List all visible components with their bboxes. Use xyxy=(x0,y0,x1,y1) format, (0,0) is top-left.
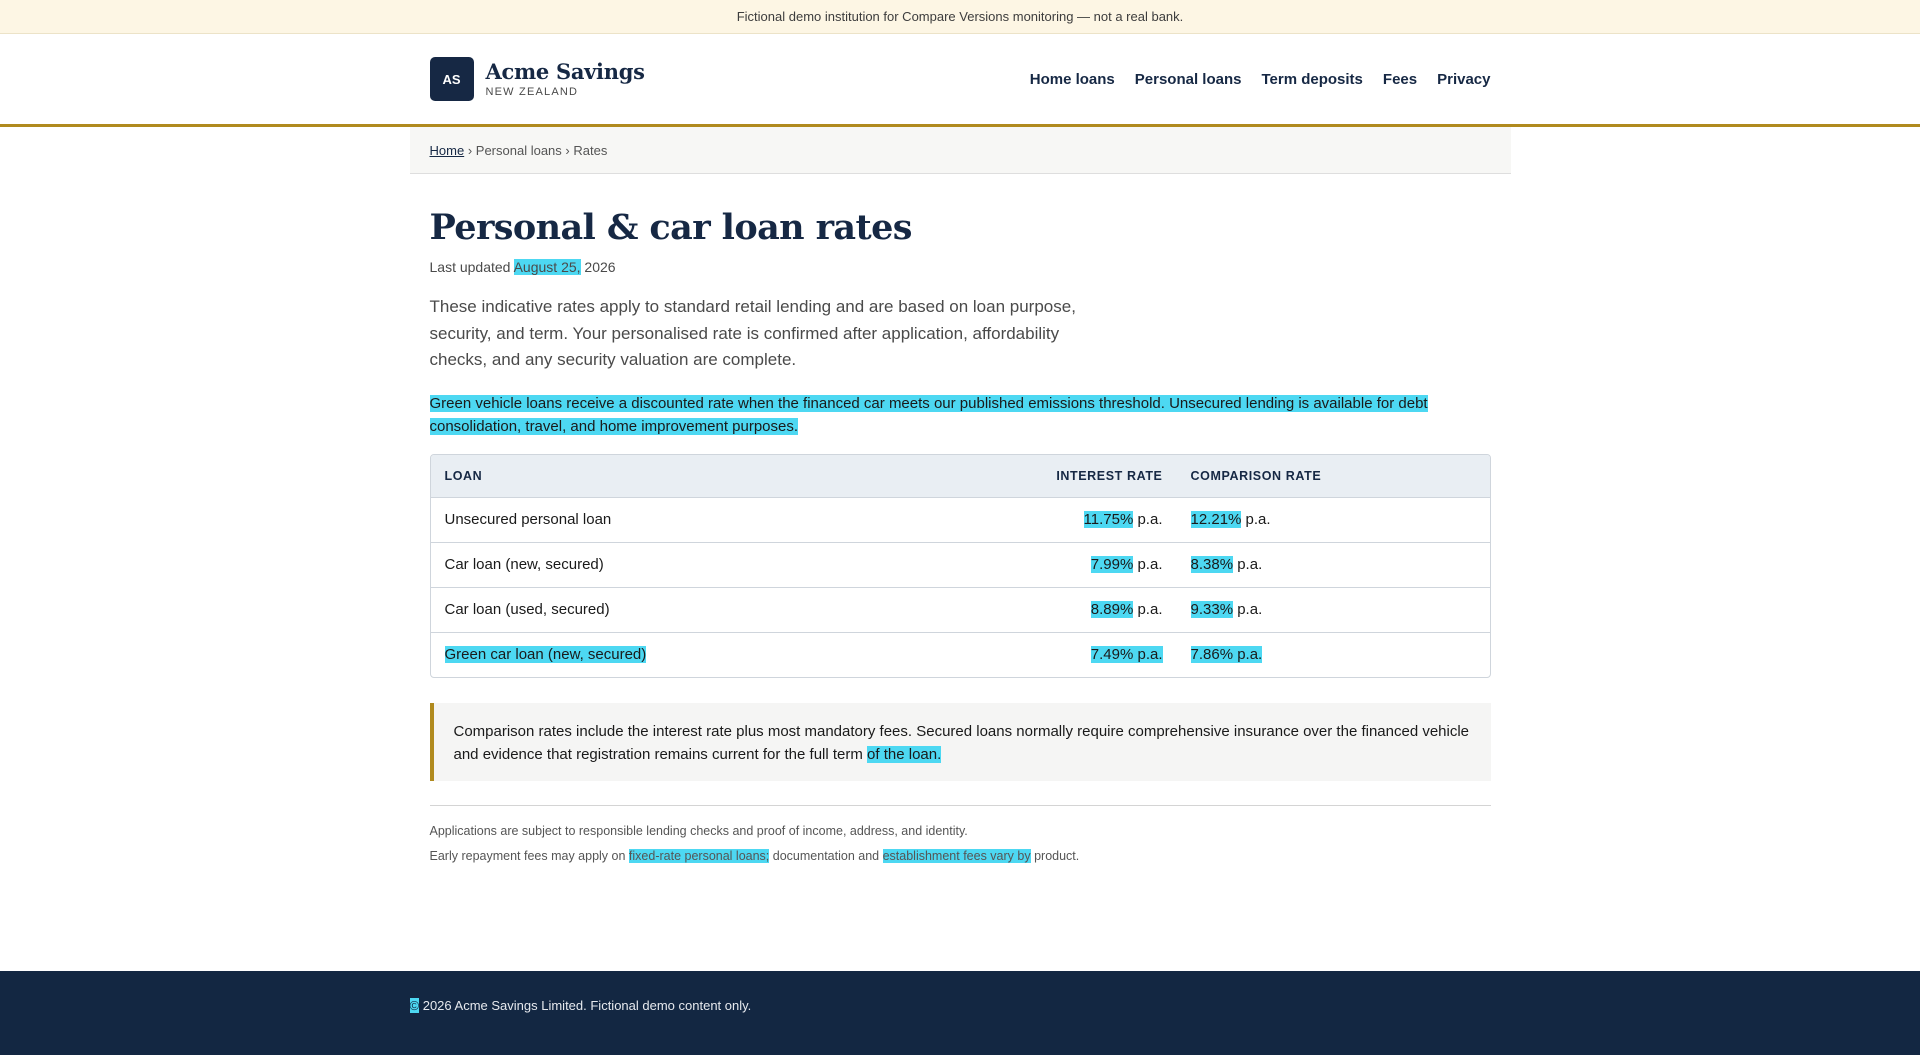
loan-name: Green car loan (new, secured) xyxy=(444,646,647,663)
nav-personal-loans[interactable]: Personal loans xyxy=(1134,70,1242,88)
page-title: Personal & car loan rates xyxy=(429,207,912,248)
logo-icon: AS xyxy=(430,57,474,101)
comparison-rate: 12.21% p.a. xyxy=(1190,511,1271,528)
comparison-rate: 7.86% p.a. xyxy=(1190,646,1263,663)
nav-term-deposits[interactable]: Term deposits xyxy=(1261,70,1363,88)
rates-table xyxy=(430,454,1491,678)
comparison-rate: 9.33% p.a. xyxy=(1190,601,1263,618)
fine-print-fees: Early repayment fees may apply on fixed-rate personal loans; documentation and establishment fees vary by product. xyxy=(429,848,1080,863)
breadcrumb xyxy=(410,127,1511,174)
site-header xyxy=(0,34,1920,127)
col-header-loan: LOAN xyxy=(444,468,483,483)
table-row xyxy=(431,497,1490,542)
breadcrumb-separator: › xyxy=(467,143,473,158)
brand-tagline: NEW ZEALAND xyxy=(485,86,579,98)
breadcrumb-section: Personal loans xyxy=(475,143,562,158)
brand-link[interactable] xyxy=(430,57,645,101)
loan-name: Car loan (new, secured) xyxy=(444,556,604,573)
interest-rate: 7.99% p.a. xyxy=(1090,556,1163,573)
main-content xyxy=(430,207,1491,863)
fine-print-applications: Applications are subject to responsible lending checks and proof of income, address, and identity. xyxy=(429,823,968,838)
last-updated-date: August 25, xyxy=(513,259,581,275)
breadcrumb-home-link[interactable]: Home xyxy=(429,143,465,158)
col-header-interest: INTEREST RATE xyxy=(1056,468,1163,483)
brand-name: Acme Savings xyxy=(485,59,645,84)
divider xyxy=(430,805,1491,806)
main-nav xyxy=(1030,71,1491,88)
intro-paragraph: These indicative rates apply to standard retail lending and are based on loan purpose, security, and term. Your personalised rate is confirmed after application, affordability checks, and any security valuation are complete. xyxy=(429,297,1076,369)
comparison-rate: 8.38% p.a. xyxy=(1190,556,1263,573)
callout-text: Comparison rates include the interest rate plus most mandatory fees. Secured loans normally require comprehensive insurance over the financed vehicle and evidence that registration remains current for the full term xyxy=(453,722,1470,763)
nav-privacy[interactable]: Privacy xyxy=(1437,70,1491,88)
loan-name: Unsecured personal loan xyxy=(444,511,612,528)
col-header-comparison: COMPARISON RATE xyxy=(1190,468,1322,483)
copyright-symbol: © xyxy=(409,998,420,1013)
comparison-rate-callout xyxy=(430,703,1491,781)
green-loan-note: Green vehicle loans receive a discounted rate when the financed car meets our published emissions threshold. Unsecured lending is available for debt consolidation, travel, and home improvement purposes. xyxy=(429,394,1428,435)
loan-name: Car loan (used, secured) xyxy=(444,601,610,618)
demo-banner-text: Fictional demo institution for Compare Versions monitoring — not a real bank. xyxy=(736,9,1184,24)
breadcrumb-current: Rates xyxy=(573,143,608,158)
table-row xyxy=(431,542,1490,587)
nav-fees[interactable]: Fees xyxy=(1382,70,1418,88)
table-header-row xyxy=(431,455,1490,497)
last-updated-label: Last updated xyxy=(429,259,511,275)
interest-rate: 8.89% p.a. xyxy=(1090,601,1163,618)
interest-rate: 11.75% p.a. xyxy=(1083,511,1163,528)
site-footer xyxy=(0,971,1920,1055)
interest-rate: 7.49% p.a. xyxy=(1090,646,1163,663)
footer-text: 2026 Acme Savings Limited. Fictional demo content only. xyxy=(422,998,752,1013)
callout-highlight: of the loan. xyxy=(867,745,942,763)
demo-banner xyxy=(0,0,1920,34)
table-row xyxy=(431,587,1490,632)
last-updated xyxy=(430,259,1491,275)
last-updated-year: 2026 xyxy=(584,259,616,275)
nav-home-loans[interactable]: Home loans xyxy=(1029,70,1115,88)
breadcrumb-separator: › xyxy=(565,143,570,158)
table-row xyxy=(431,632,1490,677)
